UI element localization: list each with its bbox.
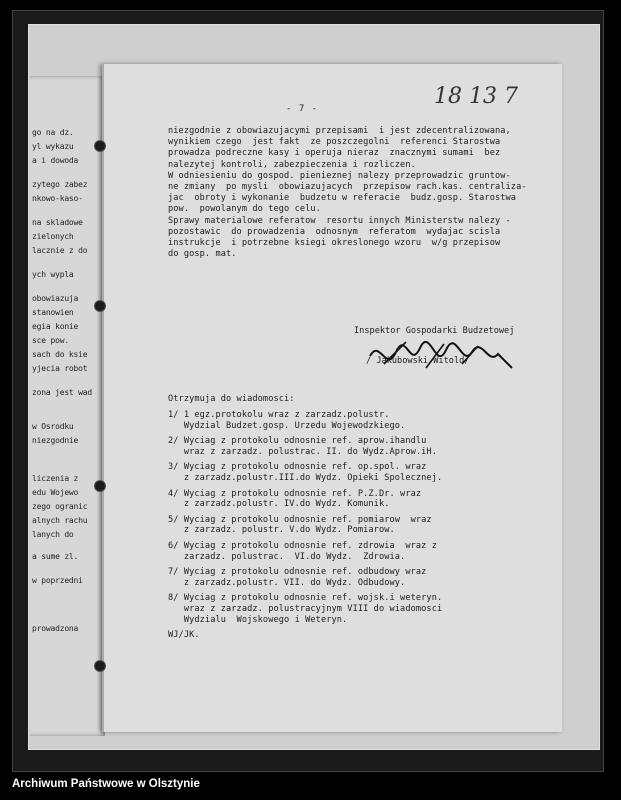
left-page-text-fragment: w Osrodku — [32, 422, 74, 431]
recipient-line: 1/ 1 egz.protokolu wraz z zarzadz.polustr. — [168, 410, 390, 420]
body-line: jac obroty i wykonanie budzetu w referacie budz.gosp. Starostwa — [168, 193, 517, 204]
left-page-text-fragment: a i dowoda — [32, 156, 79, 165]
document-page — [102, 64, 562, 732]
signatory-name: / Jakubowski Witold/ — [366, 356, 470, 366]
left-page-text-fragment: egia konie — [32, 322, 79, 331]
left-page-text-fragment: lacznie z do — [32, 246, 88, 255]
recipient-line: 2/ Wyciag z protokolu odnosnie ref. aprow.ihandlu — [168, 436, 427, 447]
left-page-text-fragment: alnych rachu — [32, 516, 88, 525]
left-page-text-fragment: liczenia z — [32, 474, 79, 483]
initials: WJ/JK. — [168, 630, 200, 640]
recipient-line: 5/ Wyciag z protokolu odnosnie ref. pomiarow wraz — [168, 514, 432, 525]
page-number: - 7 - — [286, 104, 319, 114]
left-page-text-fragment: zielonych — [32, 232, 74, 241]
body-line: pozostawic do prowadzenia odnosnym referatom wydajac scisla — [168, 226, 501, 237]
left-page-text-fragment: lanych do — [32, 530, 74, 539]
left-page-text-fragment: w poprzedni — [32, 576, 83, 585]
left-page-text-fragment: niezgodnie — [32, 436, 79, 445]
left-page-text-fragment: nkowo-kaso- — [32, 194, 83, 203]
body-line: Sprawy materialowe referatow resortu innych Ministerstw nalezy - — [168, 215, 511, 226]
body-line: W odniesieniu do gospod. pienieznej nalezy przeprowadzic gruntow- — [168, 170, 511, 181]
body-line: instrukcje i potrzebne ksiegi okreslonego wzoru w/g przepisow — [168, 238, 501, 248]
recipient-line: 4/ Wyciag z protokolu odnosnie ref. P.Z.Dr. wraz — [168, 488, 422, 499]
body-line: do gosp. mat. — [168, 249, 237, 260]
left-page-text-fragment: stanowien — [32, 308, 74, 317]
body-line: nalezytej kontroli, zabezpieczenia i rozliczen. — [168, 159, 416, 170]
body-line: ne zmiany po mysli obowiazujacych przepisow rach.kas. centraliza- — [168, 182, 527, 192]
recipient-line: Wydzialu Wojskowego i Weteryn. — [168, 614, 348, 625]
body-line: prowadza podreczne kasy i operuja nieraz znacznymi sumami bez — [168, 148, 501, 159]
left-page-text-fragment: yjecia robot — [32, 364, 88, 373]
binder-hole — [94, 140, 106, 152]
left-page-text-fragment: go na dz. — [32, 128, 74, 137]
left-page-text-fragment: a sume zl. — [32, 552, 79, 561]
left-page-text-fragment: prowadzona — [32, 624, 79, 633]
left-page-fragment — [30, 76, 105, 736]
recipient-line: 3/ Wyciag z protokolu odnosnie ref. op.spol. wraz — [168, 462, 427, 473]
recipient-line: wraz z zarzadz. polustracyjnym VIII do wiadomosci — [168, 604, 443, 614]
left-page-text-fragment: edu Wojewo — [32, 488, 79, 497]
left-page-text-fragment: sce pow. — [32, 336, 69, 345]
left-page-text-fragment: sach do ksie — [32, 350, 88, 359]
recipient-line: z zarzadz.polustr.III.do Wydz. Opieki Spolecznej. — [168, 473, 443, 483]
archive-handwritten-number: 18 13 7 — [434, 84, 518, 109]
left-page-text-fragment: yl wykazu — [32, 142, 74, 151]
signature-title: Inspektor Gospodarki Budzetowej — [354, 326, 515, 336]
recipient-line: z zarzadz.polustr. IV.do Wydz. Komunik. — [168, 499, 390, 510]
binder-hole — [94, 480, 106, 492]
recipient-line: Wydzial Budzet.gosp. Urzedu Wojewodzkiego. — [168, 420, 406, 431]
left-page-text-fragment: zytego zabez — [32, 180, 88, 189]
recipient-line: 6/ Wyciag z protokolu odnosnie ref. zdrowia wraz z — [168, 541, 437, 551]
archive-footer-label: Archiwum Państwowe w Olsztynie — [12, 778, 200, 790]
left-page-text-fragment: na skladowe — [32, 218, 83, 227]
recipient-line: zarzadz. polustrac. VI.do Wydz. Zdrowia. — [168, 551, 406, 562]
body-line: niezgodnie z obowiazujacymi przepisami i jest zdecentralizowana, — [168, 126, 511, 136]
recipient-line: z zarzadz.polustr. VII. do Wydz. Odbudowy. — [168, 577, 406, 588]
left-page-text-fragment: ych wypla — [32, 270, 74, 279]
recipient-line: z zarzadz. polustr. V.do Wydz. Pomiarow. — [168, 525, 395, 536]
recipient-line: 7/ Wyciag z protokolu odnosnie ref. odbudowy wraz — [168, 567, 427, 578]
body-line: pow. powolanym do tego celu. — [168, 204, 321, 215]
recipients-heading: Otrzymuja do wiadomosci: — [168, 394, 295, 404]
binder-hole — [94, 300, 106, 312]
left-page-text-fragment: zego ogranic — [32, 502, 88, 511]
recipient-line: wraz z zarzadz. polustrac. II. do Wydz.Aprow.iH. — [168, 446, 437, 457]
body-line: wynikiem czego jest fakt ze poszczegolni referenci Starostwa — [168, 137, 501, 148]
recipient-line: 8/ Wyciag z protokolu odnosnie ref. wojsk.i weteryn. — [168, 593, 443, 604]
left-page-text-fragment: zona jest wad — [32, 388, 93, 397]
binder-hole — [94, 660, 106, 672]
left-page-text-fragment: obowiazuja — [32, 294, 79, 303]
